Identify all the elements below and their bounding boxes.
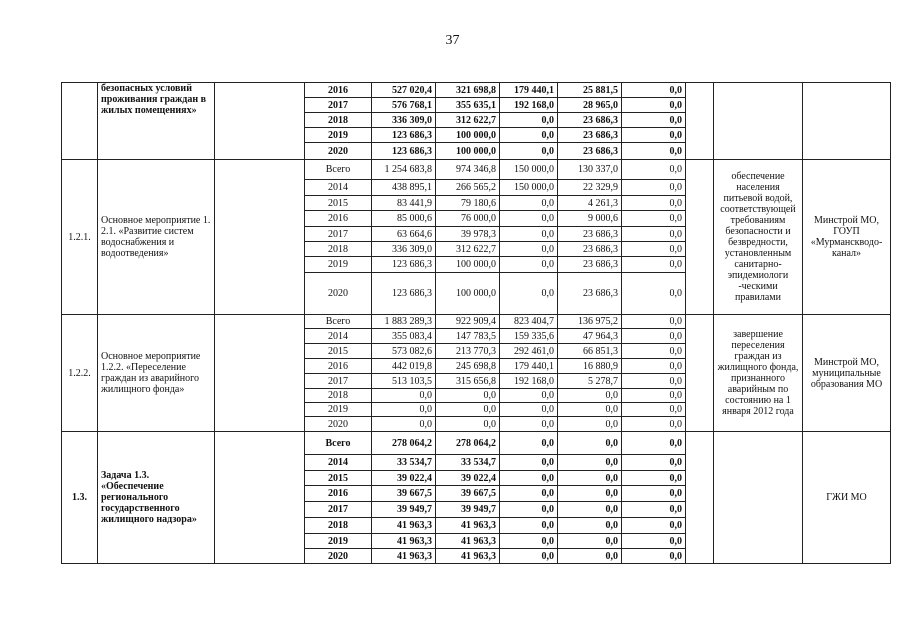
funding-cell: 0,0 [622, 257, 686, 273]
measure-code-cell: 1.2.2. [62, 315, 98, 432]
funding-cell: 147 783,5 [436, 329, 500, 344]
funding-cell: 0,0 [558, 518, 622, 534]
funding-cell: 39 949,7 [436, 502, 500, 518]
year-cell: Всего [305, 315, 372, 329]
year-cell: 2016 [305, 83, 372, 98]
funding-cell: 39 667,5 [436, 486, 500, 502]
funding-cell: 0,0 [500, 502, 558, 518]
funding-cell: 0,0 [500, 518, 558, 534]
program-funding-table [61, 82, 891, 564]
funding-cell: 0,0 [500, 211, 558, 227]
funding-cell: 0,0 [622, 389, 686, 403]
funding-cell: 79 180,6 [436, 196, 500, 211]
total-cell: 0,0 [372, 403, 436, 417]
funding-cell: 0,0 [622, 196, 686, 211]
funding-cell: 245 698,8 [436, 359, 500, 374]
funding-cell: 0,0 [500, 257, 558, 273]
funding-cell: 23 686,3 [558, 227, 622, 242]
blank-cell [215, 432, 305, 564]
result-cell [714, 83, 803, 160]
funding-cell: 25 881,5 [558, 83, 622, 98]
total-cell: 0,0 [372, 389, 436, 403]
total-cell: 39 667,5 [372, 486, 436, 502]
total-cell: 39 022,4 [372, 471, 436, 486]
total-cell: 336 309,0 [372, 242, 436, 257]
funding-cell: 150 000,0 [500, 180, 558, 196]
result-cell: обеспечение населения питьевой водой, соответствующей требованиям безопасности и безвредности, установленным санитарно-эпидемиологи -ческими правилами [714, 160, 803, 315]
funding-cell: 41 963,3 [436, 534, 500, 549]
year-cell: 2016 [305, 486, 372, 502]
funding-cell: 0,0 [500, 128, 558, 143]
year-cell: 2019 [305, 534, 372, 549]
year-cell: 2019 [305, 403, 372, 417]
funding-cell: 278 064,2 [436, 432, 500, 455]
funding-cell: 355 635,1 [436, 98, 500, 113]
total-cell: 41 963,3 [372, 549, 436, 564]
table-row [62, 160, 891, 180]
year-cell: 2018 [305, 242, 372, 257]
year-cell: 2019 [305, 128, 372, 143]
funding-cell: 0,0 [436, 417, 500, 432]
total-cell: 1 883 289,3 [372, 315, 436, 329]
funding-cell: 0,0 [500, 403, 558, 417]
year-cell: 2020 [305, 549, 372, 564]
year-cell: 2016 [305, 359, 372, 374]
total-cell: 438 895,1 [372, 180, 436, 196]
year-cell: 2018 [305, 113, 372, 128]
result-cell: завершение переселения граждан из жилищного фонда, признанного аварийным по состоянию на 1 января 2012 года [714, 315, 803, 432]
year-cell: 2019 [305, 257, 372, 273]
year-cell: 2017 [305, 98, 372, 113]
funding-cell: 23 686,3 [558, 113, 622, 128]
total-cell: 63 664,6 [372, 227, 436, 242]
year-cell: 2018 [305, 389, 372, 403]
funding-cell: 0,0 [622, 98, 686, 113]
measure-name-cell: Основное мероприятие 1.2.2. «Переселение граждан из аварийного жилищного фонда» [98, 315, 215, 432]
funding-cell: 0,0 [558, 432, 622, 455]
measure-code-cell [62, 83, 98, 160]
total-cell: 33 534,7 [372, 455, 436, 471]
funding-cell: 0,0 [500, 417, 558, 432]
executor-cell: Минстрой МО, муниципальные образования МО [803, 315, 891, 432]
funding-cell: 922 909,4 [436, 315, 500, 329]
funding-cell: 33 534,7 [436, 455, 500, 471]
funding-cell: 0,0 [436, 403, 500, 417]
year-cell: 2014 [305, 180, 372, 196]
total-cell: 83 441,9 [372, 196, 436, 211]
funding-cell: 100 000,0 [436, 257, 500, 273]
funding-cell: 0,0 [500, 113, 558, 128]
funding-cell: 0,0 [622, 315, 686, 329]
funding-cell: 0,0 [622, 160, 686, 180]
funding-cell: 192 168,0 [500, 98, 558, 113]
funding-cell: 22 329,9 [558, 180, 622, 196]
year-cell: Всего [305, 432, 372, 455]
funding-cell: 0,0 [622, 242, 686, 257]
funding-cell: 0,0 [558, 471, 622, 486]
funding-cell: 0,0 [622, 549, 686, 564]
funding-cell: 0,0 [558, 534, 622, 549]
funding-cell: 0,0 [622, 344, 686, 359]
funding-cell: 0,0 [500, 486, 558, 502]
funding-cell: 0,0 [622, 534, 686, 549]
total-cell: 442 019,8 [372, 359, 436, 374]
funding-cell: 179 440,1 [500, 83, 558, 98]
funding-cell: 28 965,0 [558, 98, 622, 113]
funding-cell: 0,0 [622, 143, 686, 160]
funding-cell: 0,0 [500, 196, 558, 211]
funding-cell: 100 000,0 [436, 143, 500, 160]
funding-cell: 47 964,3 [558, 329, 622, 344]
executor-cell: Минстрой МО, ГОУП «Мурманскводо-канал» [803, 160, 891, 315]
funding-cell: 0,0 [558, 549, 622, 564]
year-cell: 2014 [305, 329, 372, 344]
funding-cell: 266 565,2 [436, 180, 500, 196]
funding-cell: 23 686,3 [558, 143, 622, 160]
year-cell: 2017 [305, 502, 372, 518]
funding-cell: 312 622,7 [436, 113, 500, 128]
funding-cell: 159 335,6 [500, 329, 558, 344]
year-cell: Всего [305, 160, 372, 180]
blank-cell [215, 315, 305, 432]
funding-cell: 100 000,0 [436, 273, 500, 315]
funding-cell: 23 686,3 [558, 273, 622, 315]
measure-code-cell: 1.2.1. [62, 160, 98, 315]
funding-cell: 0,0 [622, 403, 686, 417]
funding-cell: 41 963,3 [436, 549, 500, 564]
blank-cell [686, 160, 714, 315]
funding-cell: 0,0 [622, 374, 686, 389]
funding-cell: 0,0 [558, 455, 622, 471]
blank-cell [686, 315, 714, 432]
page-number: 37 [445, 33, 460, 48]
year-cell: 2020 [305, 143, 372, 160]
funding-cell: 0,0 [558, 502, 622, 518]
blank-cell [686, 83, 714, 160]
year-cell: 2018 [305, 518, 372, 534]
funding-cell: 0,0 [500, 389, 558, 403]
funding-cell: 0,0 [436, 389, 500, 403]
total-cell: 41 963,3 [372, 534, 436, 549]
funding-cell: 0,0 [622, 273, 686, 315]
measure-name-cell: Основное мероприятие 1. 2.1. «Развитие систем водоснабжения и водоотведения» [98, 160, 215, 315]
funding-cell: 321 698,8 [436, 83, 500, 98]
total-cell: 41 963,3 [372, 518, 436, 534]
total-cell: 123 686,3 [372, 143, 436, 160]
funding-cell: 39 022,4 [436, 471, 500, 486]
funding-cell: 0,0 [622, 113, 686, 128]
funding-cell: 0,0 [622, 329, 686, 344]
funding-cell: 23 686,3 [558, 128, 622, 143]
executor-cell: ГЖИ МО [803, 432, 891, 564]
total-cell: 0,0 [372, 417, 436, 432]
year-cell: 2015 [305, 344, 372, 359]
funding-cell: 0,0 [500, 143, 558, 160]
funding-cell: 0,0 [622, 83, 686, 98]
funding-cell: 0,0 [558, 486, 622, 502]
year-cell: 2020 [305, 417, 372, 432]
measure-name-cell: Задача 1.3. «Обеспечение регионального государственного жилищного надзора» [98, 432, 215, 564]
funding-cell: 23 686,3 [558, 242, 622, 257]
funding-cell: 0,0 [558, 403, 622, 417]
total-cell: 527 020,4 [372, 83, 436, 98]
funding-cell: 0,0 [622, 128, 686, 143]
total-cell: 278 064,2 [372, 432, 436, 455]
funding-cell: 66 851,3 [558, 344, 622, 359]
year-cell: 2017 [305, 227, 372, 242]
funding-cell: 100 000,0 [436, 128, 500, 143]
funding-cell: 39 978,3 [436, 227, 500, 242]
funding-cell: 0,0 [622, 502, 686, 518]
funding-cell: 292 461,0 [500, 344, 558, 359]
measure-code-cell: 1.3. [62, 432, 98, 564]
funding-cell: 150 000,0 [500, 160, 558, 180]
year-cell: 2015 [305, 196, 372, 211]
funding-cell: 16 880,9 [558, 359, 622, 374]
blank-cell [215, 160, 305, 315]
funding-cell: 192 168,0 [500, 374, 558, 389]
funding-cell: 974 346,8 [436, 160, 500, 180]
executor-cell [803, 83, 891, 160]
year-cell: 2020 [305, 273, 372, 315]
year-cell: 2016 [305, 211, 372, 227]
funding-cell: 0,0 [622, 180, 686, 196]
funding-cell: 0,0 [558, 417, 622, 432]
funding-cell: 0,0 [500, 534, 558, 549]
funding-cell: 315 656,8 [436, 374, 500, 389]
funding-cell: 312 622,7 [436, 242, 500, 257]
funding-cell: 0,0 [500, 242, 558, 257]
total-cell: 39 949,7 [372, 502, 436, 518]
funding-cell: 0,0 [500, 455, 558, 471]
funding-cell: 0,0 [500, 227, 558, 242]
funding-cell: 179 440,1 [500, 359, 558, 374]
year-cell: 2017 [305, 374, 372, 389]
total-cell: 85 000,6 [372, 211, 436, 227]
funding-cell: 0,0 [622, 417, 686, 432]
result-cell [714, 432, 803, 564]
funding-cell: 9 000,6 [558, 211, 622, 227]
funding-cell: 5 278,7 [558, 374, 622, 389]
total-cell: 355 083,4 [372, 329, 436, 344]
table-row [62, 432, 891, 455]
total-cell: 123 686,3 [372, 273, 436, 315]
table-row [62, 83, 891, 98]
total-cell: 573 082,6 [372, 344, 436, 359]
funding-cell: 0,0 [622, 211, 686, 227]
total-cell: 123 686,3 [372, 257, 436, 273]
funding-cell: 0,0 [622, 432, 686, 455]
funding-cell: 213 770,3 [436, 344, 500, 359]
year-cell: 2014 [305, 455, 372, 471]
funding-cell: 0,0 [622, 518, 686, 534]
funding-cell: 823 404,7 [500, 315, 558, 329]
funding-cell: 136 975,2 [558, 315, 622, 329]
funding-cell: 0,0 [500, 471, 558, 486]
funding-cell: 0,0 [500, 549, 558, 564]
funding-cell: 0,0 [500, 273, 558, 315]
funding-cell: 76 000,0 [436, 211, 500, 227]
blank-cell [215, 83, 305, 160]
total-cell: 1 254 683,8 [372, 160, 436, 180]
total-cell: 123 686,3 [372, 128, 436, 143]
table-row [62, 315, 891, 329]
funding-cell: 23 686,3 [558, 257, 622, 273]
funding-cell: 0,0 [500, 432, 558, 455]
total-cell: 513 103,5 [372, 374, 436, 389]
blank-cell [686, 432, 714, 564]
funding-cell: 41 963,3 [436, 518, 500, 534]
total-cell: 336 309,0 [372, 113, 436, 128]
funding-cell: 130 337,0 [558, 160, 622, 180]
funding-cell: 0,0 [622, 227, 686, 242]
measure-name-cell: безопасных условий проживания граждан в жилых помещениях» [98, 83, 215, 160]
funding-cell: 0,0 [622, 359, 686, 374]
funding-cell: 0,0 [622, 471, 686, 486]
funding-cell: 0,0 [622, 455, 686, 471]
year-cell: 2015 [305, 471, 372, 486]
funding-cell: 0,0 [558, 389, 622, 403]
funding-cell: 0,0 [622, 486, 686, 502]
total-cell: 576 768,1 [372, 98, 436, 113]
funding-cell: 4 261,3 [558, 196, 622, 211]
